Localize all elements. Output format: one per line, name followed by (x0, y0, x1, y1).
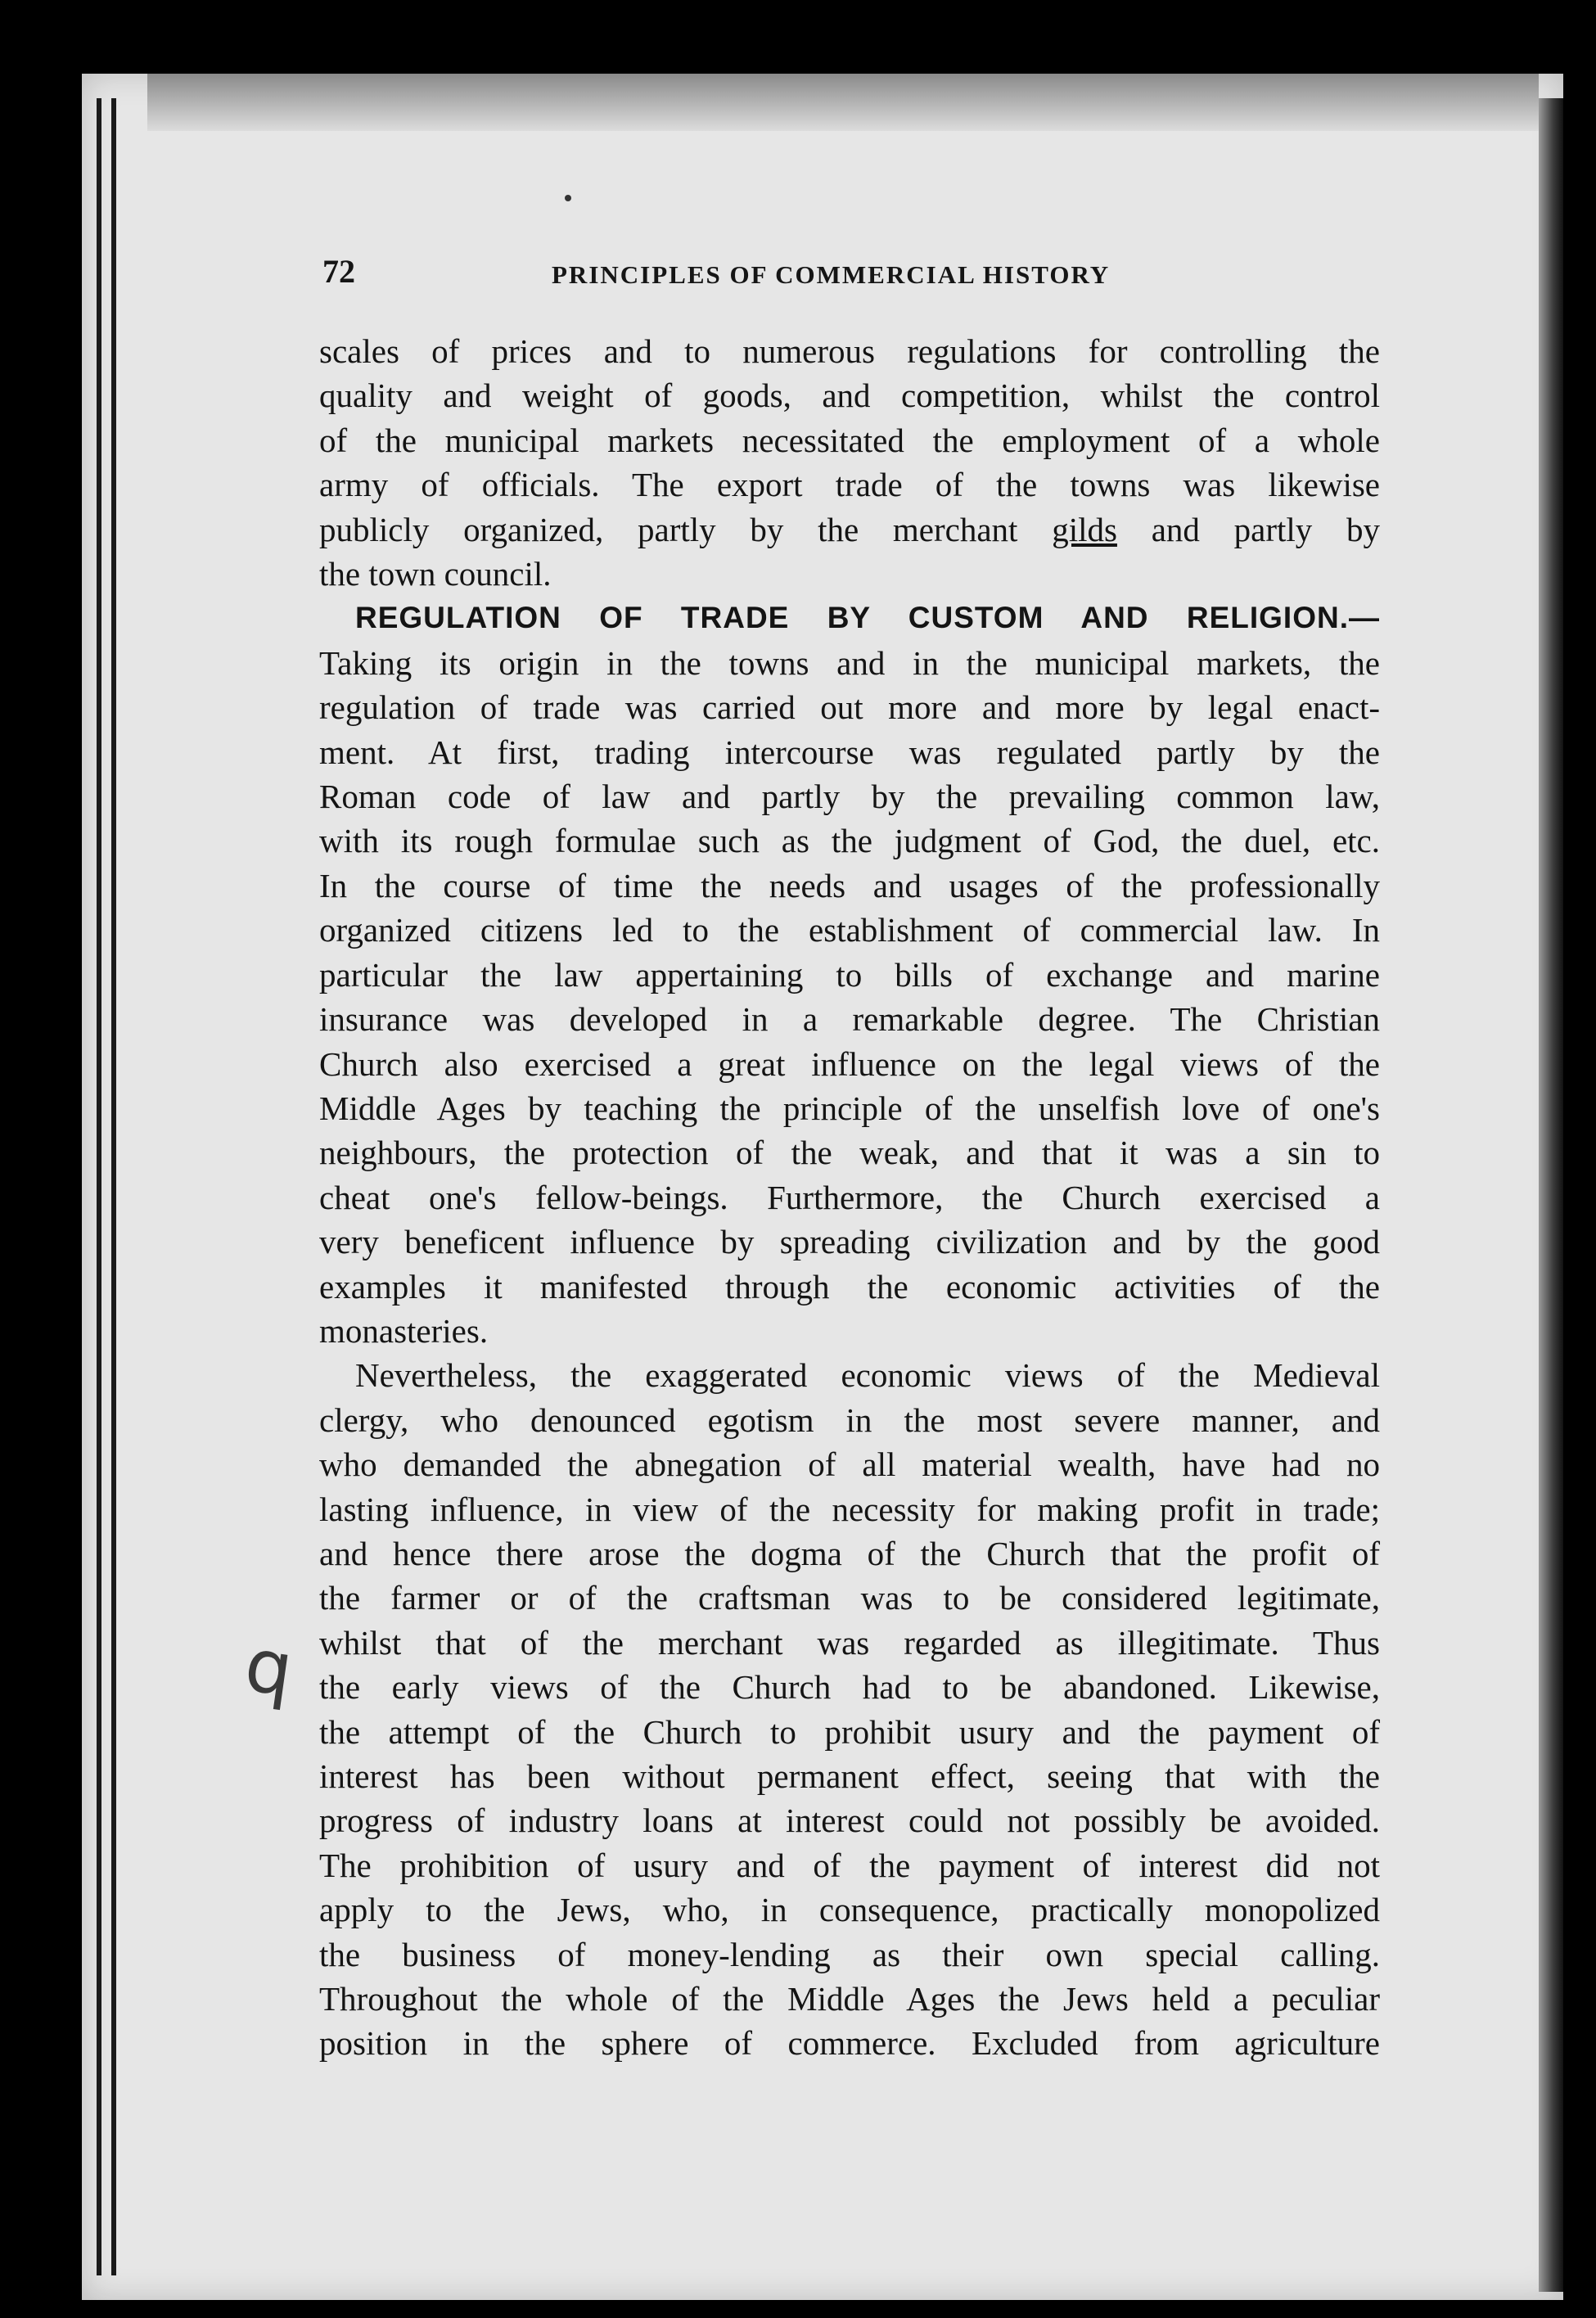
text-line: the farmer or of the craftsman was to be considered legitimate, (319, 1579, 1380, 1617)
text-line: monasteries. (319, 1311, 489, 1350)
body-text (319, 329, 1380, 2066)
text-line: examples it manifested through the economic activities of the (319, 1267, 1380, 1306)
text-line: with its rough formulae such as the judgment of God, the duel, etc. (319, 822, 1380, 860)
text-line: Middle Ages by teaching the principle of the unselfish love of one's (319, 1089, 1380, 1127)
text-line: insurance was developed in a remarkable degree. The Christian (319, 1000, 1380, 1039)
text-line: position in the sphere of commerce. Excluded from agriculture (319, 2024, 1380, 2063)
paragraph-1 (319, 329, 1380, 596)
text-line: regulation of trade was carried out more and more by legal enact- (319, 688, 1380, 727)
page-header (322, 252, 1378, 301)
section-heading: REGULATION OF TRADE BY CUSTOM AND RELIGION.— (355, 601, 1380, 635)
text-line: Taking its origin in the towns and in the municipal markets, the (319, 643, 1380, 682)
text-line: and hence there arose the dogma of the Church that the profit of (319, 1534, 1380, 1572)
text-segment: publicly organized, partly by the merchant (319, 510, 1018, 548)
text-line: the early views of the Church had to be abandoned. Likewise, (319, 1668, 1380, 1707)
text-line: ment. At first, trading intercourse was regulated partly by the (319, 733, 1380, 771)
text-line: whilst that of the merchant was regarded as illegitimate. Thus (319, 1623, 1380, 1662)
text-line: quality and weight of goods, and competition, whilst the control (319, 377, 1380, 415)
paragraph-2 (319, 596, 1380, 1353)
paragraph-3 (319, 1353, 1380, 2066)
text-segment: and partly by (1151, 510, 1381, 548)
speck (565, 195, 571, 201)
text-line: very beneficent influence by spreading civilization and by the good (319, 1223, 1380, 1261)
text-line: progress of industry loans at interest could not possibly be avoided. (319, 1802, 1380, 1840)
text-line: army of officials. The export trade of the towns was likewise (319, 466, 1380, 504)
text-line: In the course of time the needs and usages of the professionally (319, 866, 1380, 904)
text-line: lasting influence, in view of the necessity for making profit in trade; (319, 1490, 1380, 1528)
running-head: PRINCIPLES OF COMMERCIAL HISTORY (552, 260, 1111, 289)
text-line: organized citizens led to the establishment of commercial law. In (319, 911, 1380, 949)
text-line: the business of money-lending as their own special calling. (319, 1935, 1380, 1973)
underlined-word: gilds (1052, 510, 1117, 548)
text-line: the attempt of the Church to prohibit usury and the payment of (319, 1712, 1380, 1751)
text-line: the town council. (319, 555, 552, 593)
text-line: apply to the Jews, who, in consequence, practically monopolized (319, 1891, 1380, 1929)
handwritten-margin-mark: q (239, 1621, 299, 1714)
text-line: scales of prices and to numerous regulations for controlling the (319, 332, 1380, 370)
text-line: Throughout the whole of the Middle Ages the Jews held a peculiar (319, 1980, 1380, 2018)
binding-line (111, 98, 116, 2275)
text-line: Church also exercised a great influence on the legal views of the (319, 1044, 1380, 1083)
binding-line (97, 98, 101, 2275)
text-line: of the municipal markets necessitated the employment of a whole (319, 421, 1380, 459)
page-number: 72 (322, 253, 355, 290)
right-page-edge (1539, 98, 1563, 2292)
text-line: clergy, who denounced egotism in the most severe manner, and (319, 1400, 1380, 1439)
page-top-shadow (147, 74, 1539, 131)
text-line: Roman code of law and partly by the prevailing common law, (319, 778, 1380, 816)
text-line: particular the law appertaining to bills of exchange and marine (319, 955, 1380, 994)
text-line: who demanded the abnegation of all material wealth, have had no (319, 1445, 1380, 1484)
text-line: Nevertheless, the exaggerated economic views of the Medieval (355, 1356, 1380, 1395)
text-line (319, 507, 1380, 552)
text-line: interest has been without permanent effect, seeing that with the (319, 1757, 1380, 1795)
text-line: cheat one's fellow-beings. Furthermore, the Church exercised a (319, 1178, 1380, 1216)
text-line: The prohibition of usury and of the payment of interest did not (319, 1846, 1380, 1884)
text-line: neighbours, the protection of the weak, and that it was a sin to (319, 1134, 1380, 1172)
